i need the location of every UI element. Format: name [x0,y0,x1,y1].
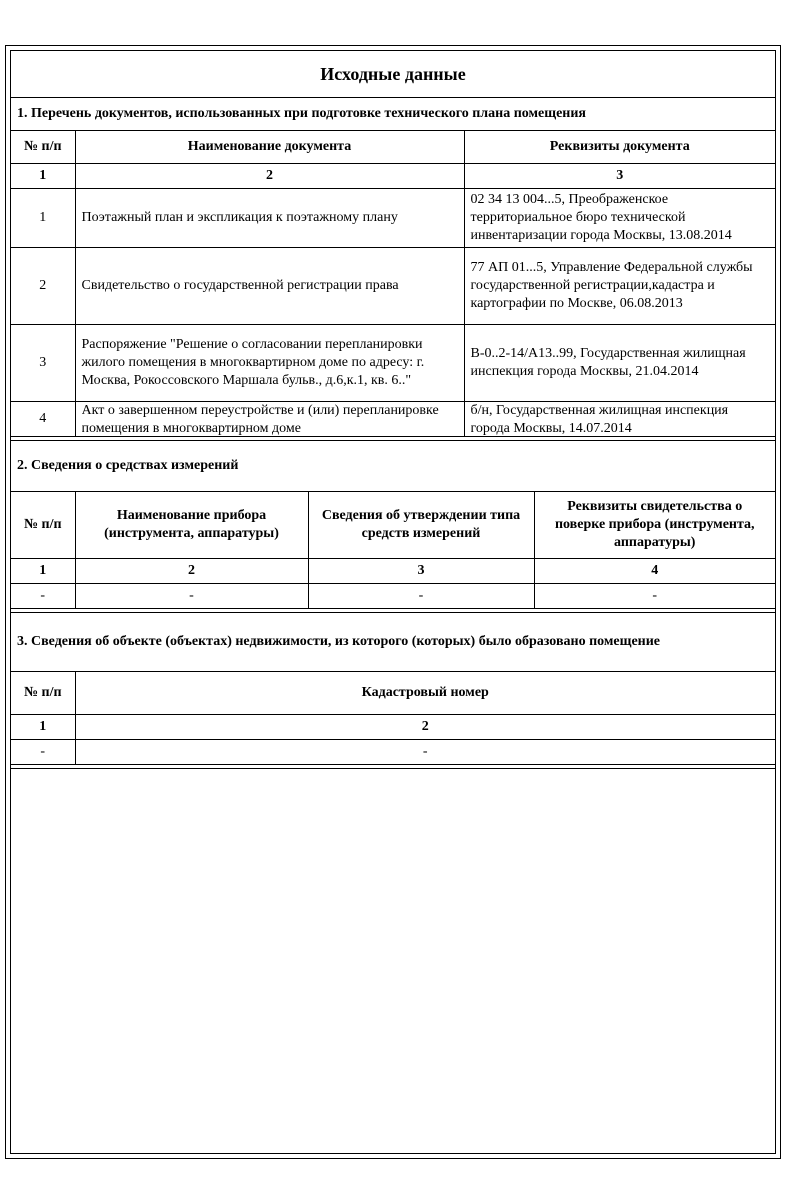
section3-table [11,613,775,765]
section3-heading: 3. Сведения об объекте (объектах) недвижимости, из которого (которых) было образовано помещение [11,613,775,672]
s3-col-cadastral-header: Кадастровый номер [75,672,775,715]
page-title: Исходные данные [11,51,775,98]
document-details: 77 АП 01...5, Управление Федеральной службы государственной регистрации,кадастра и картографии по Москве, 06.08.2013 [464,248,775,325]
section1-heading: 1. Перечень документов, использованных при подготовке технического плана помещения [11,98,775,131]
s2-col-num-header: № п/п [11,492,75,559]
table-row [11,325,775,402]
s2-colnum-3: 3 [308,559,534,584]
s1-col-details-header: Реквизиты документа [464,131,775,164]
table-cell: - [534,584,775,609]
row-number: 3 [11,325,75,402]
s2-col-device-header: Наименование прибора (инструмента, аппаратуры) [75,492,308,559]
table-cell: - [11,584,75,609]
row-number: 2 [11,248,75,325]
s1-colnum-2: 2 [75,164,464,189]
s1-colnum-3: 3 [464,164,775,189]
section-divider [11,765,775,769]
s3-col-num-header: № п/п [11,672,75,715]
s2-colnum-2: 2 [75,559,308,584]
row-number: 1 [11,189,75,248]
document-name: Свидетельство о государственной регистрации права [75,248,464,325]
s2-col-approval-header: Сведения об утверждении типа средств измерений [308,492,534,559]
document-name: Акт о завершенном переустройстве и (или) перепланировке помещения в многоквартирном доме [81,403,439,436]
row-number: 4 [11,402,75,437]
document-name: Поэтажный план и экспликация к поэтажному плану [75,189,464,248]
s1-col-name-header: Наименование документа [75,131,464,164]
table-row [11,402,775,437]
table-cell: - [75,740,775,765]
table-cell: - [308,584,534,609]
document-details: б/н, Государственная жилищная инспекция города Москвы, 14.07.2014 [470,403,729,436]
document-name: Распоряжение "Решение о согласовании перепланировки жилого помещения в многоквартирном доме по адресу: г. Москва, Рокоссовского Маршала бульв., д.6,к.1, кв. 6.." [75,325,464,402]
document-inner-frame [10,50,776,1154]
table-row [11,740,775,765]
document-details: В-0..2-14/А13..99, Государственная жилищная инспекция города Москвы, 21.04.2014 [464,325,775,402]
s2-colnum-1: 1 [11,559,75,584]
table-cell: - [75,584,308,609]
s3-colnum-2: 2 [75,715,775,740]
s1-col-num-header: № п/п [11,131,75,164]
table-row [11,248,775,325]
table-row [11,189,775,248]
section2-heading: 2. Сведения о средствах измерений [11,441,775,492]
document-frame [5,45,781,1159]
s3-colnum-1: 1 [11,715,75,740]
document-details: 02 34 13 004...5, Преображенское территориальное бюро технической инвентаризации города Москвы, 13.08.2014 [464,189,775,248]
s1-colnum-1: 1 [11,164,75,189]
s2-col-certificate-header: Реквизиты свидетельства о поверке прибора (инструмента, аппаратуры) [534,492,775,559]
table-cell: - [11,740,75,765]
section2-table [11,441,775,609]
section1-table [11,51,775,437]
s2-colnum-4: 4 [534,559,775,584]
table-row [11,584,775,609]
